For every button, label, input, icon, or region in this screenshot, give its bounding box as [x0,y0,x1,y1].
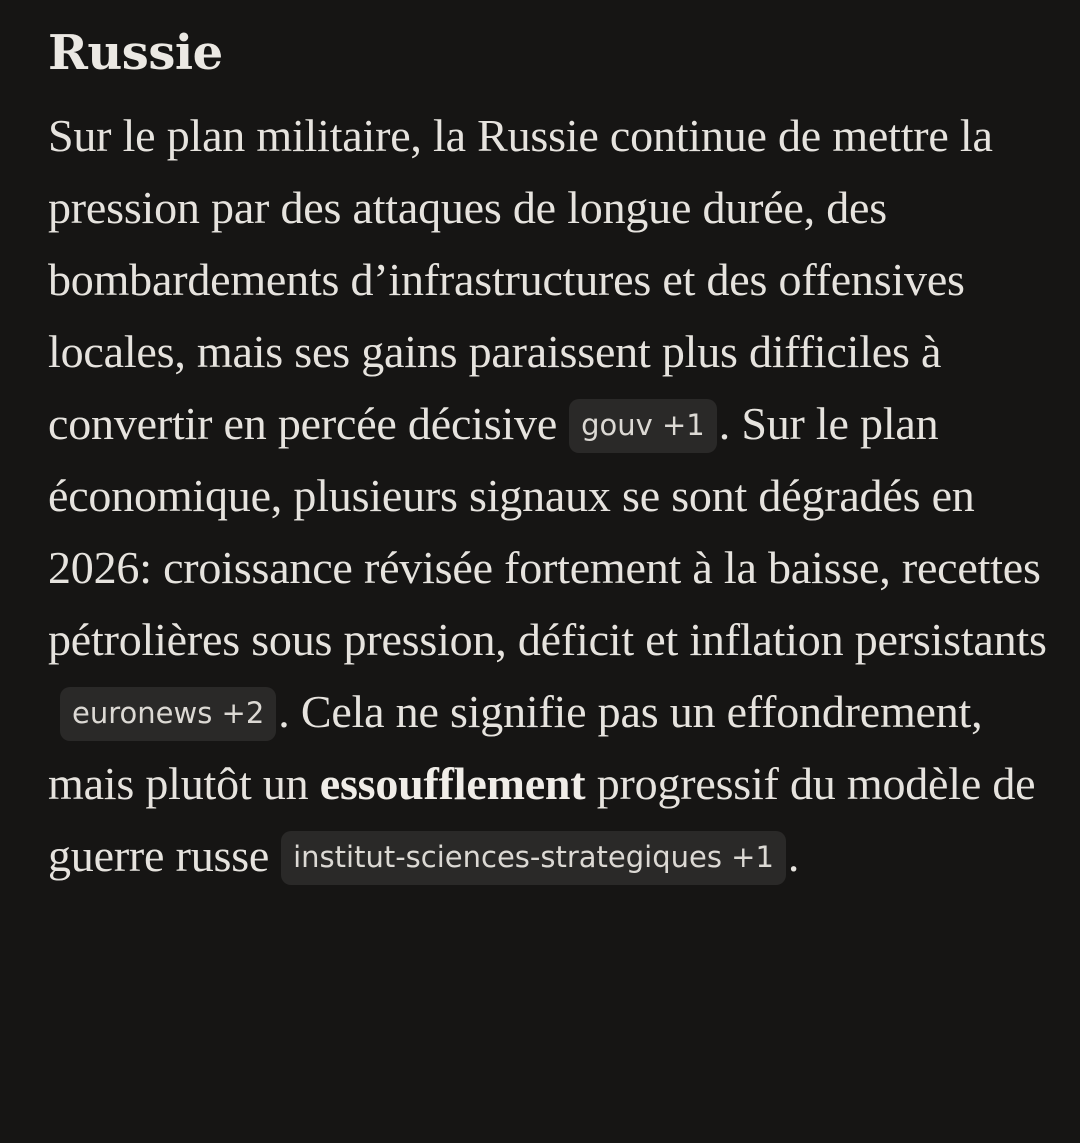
paragraph-text: . [787,830,800,881]
citation-chip-gouv[interactable]: gouv +1 [569,399,717,453]
paragraph-text: . Cela ne signifie pas un effondrement, mais plutôt un [48,686,983,809]
bold-term: essoufflement [319,758,586,809]
citation-chip-euronews[interactable]: euronews +2 [60,687,276,741]
paragraph-text: . Sur le plan économique, plusieurs signaux se sont dégradés en 2026: croissance révisée fortement à la baisse, recettes pétrolières sous pression, déficit et inflation persistants [48,398,1047,665]
section-heading: Russie [48,25,223,81]
citation-chip-institut[interactable]: institut-sciences-strategiques +1 [281,831,786,885]
paragraph-text: progressif du modèle de guerre russe [48,758,1036,881]
article-section [48,18,1048,892]
body-paragraph [48,100,1048,892]
paragraph-text: Sur le plan militaire, la Russie continue de mettre la pression par des attaques de longue durée, des bombardements d’infrastructures et des offensives locales, mais ses gains paraissent plus difficiles à convertir en percée décisive [48,110,993,449]
